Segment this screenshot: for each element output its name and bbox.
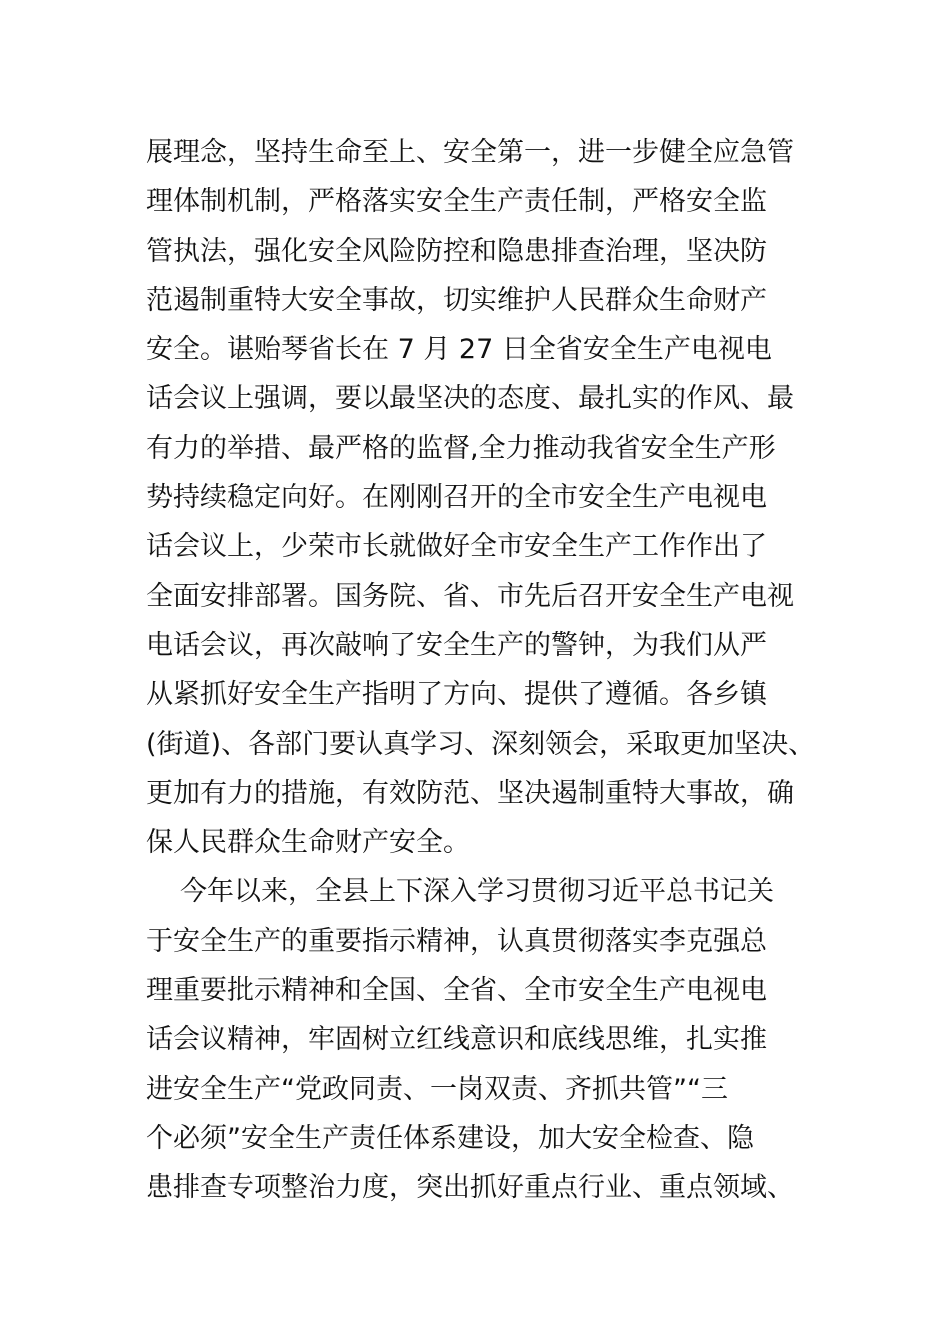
paragraph-2-line: 理重要批示精神和全国、全省、全市安全生产电视电 bbox=[146, 975, 767, 1007]
paragraph-1-line: 理体制机制，严格落实安全生产责任制，严格安全监 bbox=[146, 186, 767, 218]
paragraph-1-line: 话会议上强调，要以最坚决的态度、最扎实的作风、最 bbox=[146, 383, 794, 415]
paragraph-1-line: 范遏制重特大安全事故，切实维护人民群众生命财产 bbox=[146, 284, 767, 316]
paragraph-1-line: 全面安排部署。国务院、省、市先后召开安全生产电视 bbox=[146, 580, 794, 612]
paragraph-2-line: 于安全生产的重要指示精神，认真贯彻落实李克强总 bbox=[146, 925, 767, 957]
paragraph-1-line: 电话会议，再次敲响了安全生产的警钟，为我们从严 bbox=[146, 629, 767, 661]
paragraph-1-line: 从紧抓好安全生产指明了方向、提供了遵循。各乡镇 bbox=[146, 679, 767, 711]
paragraph-2-line: 进安全生产“党政同责、一岗双责、齐抓共管”“三 bbox=[146, 1073, 728, 1105]
paragraph-2-line: 患排查专项整治力度，突出抓好重点行业、重点领域、 bbox=[146, 1172, 794, 1204]
paragraph-1-line: 保人民群众生命财产安全。 bbox=[146, 827, 470, 859]
paragraph-1-line: 更加有力的措施，有效防范、坚决遏制重特大事故，确 bbox=[146, 777, 794, 809]
paragraph-1-line: 展理念，坚持生命至上、安全第一，进一步健全应急管 bbox=[146, 137, 794, 168]
paragraph-1-line: (街道)、各部门要认真学习、深刻领会，采取更加坚决、 bbox=[146, 728, 816, 760]
paragraph-1-line: 有力的举措、最严格的监督,全力推动我省安全生产形 bbox=[146, 432, 776, 464]
paragraph-1-line: 管执法，强化安全风险防控和隐患排查治理，坚决防 bbox=[146, 235, 767, 267]
paragraph-1-line: 安全。谌贻琴省长在 7 月 27 日全省安全生产电视电 bbox=[146, 334, 772, 366]
paragraph-1-line: 话会议上，少荣市长就做好全市安全生产工作作出了 bbox=[146, 531, 767, 563]
paragraph-2-line: 话会议精神，牢固树立红线意识和底线思维，扎实推 bbox=[146, 1024, 767, 1056]
paragraph-1-line: 势持续稳定向好。在刚刚召开的全市安全生产电视电 bbox=[146, 482, 767, 514]
document-body bbox=[146, 128, 816, 1213]
paragraph-2-line: 今年以来，全县上下深入学习贯彻习近平总书记关 bbox=[180, 876, 774, 908]
paragraph-2-line: 个必须”安全生产责任体系建设，加大安全检查、隐 bbox=[146, 1122, 754, 1154]
